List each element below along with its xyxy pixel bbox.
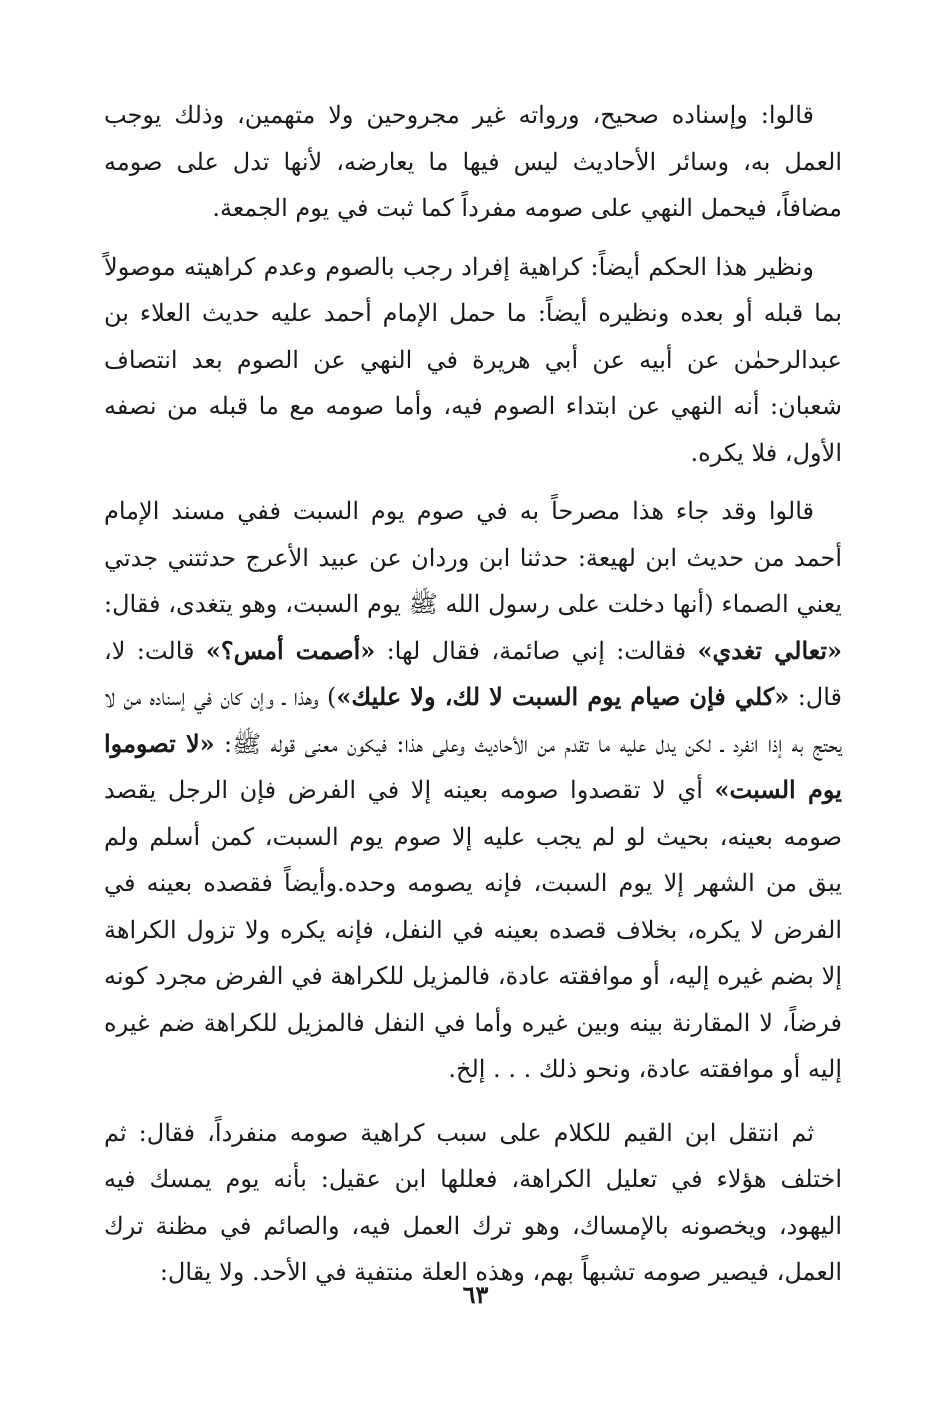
paragraph-1: قالوا: وإسناده صحيح، ورواته غير مجروحين ولا متهمين، وذلك يوجب العمل به، وسائر الأحاديث ليس فيها ما يعارضه، لأنها تدل على صومه مضافاً، فيحمل النهي على صومه مفرداً كما ثبت في يوم الجمعة. bbox=[104, 101, 842, 222]
hadith-quote-2: «أصمت أمس؟» bbox=[205, 635, 376, 665]
hadith-quote-4: «لا تصوموا يوم السبت» bbox=[104, 728, 842, 804]
page-number: ٦٣ bbox=[462, 1280, 489, 1309]
paragraph-4: ثم انتقل ابن القيم للكلام على سبب كراهية صومه منفرداً، فقال: ثم اختلف هؤلاء في تعليل الكراهة، فعللها ابن عقيل: بأنه يوم يمسك فيه اليهود، ويخصونه بالإمساك، وهو ترك العمل فيه، والصائم في مظنة ترك العمل، فيصير صومه تشبهاً بهم، وهذه العلة منتفية في الأحد. ولا يقال: bbox=[104, 1118, 843, 1286]
paragraph-3-text-2: فقالت: إني صائمة، فقال لها: bbox=[375, 636, 698, 665]
paragraph-3-text-5: أي لا تقصدوا صومه بعينه إلا في الفرض فإن الرجل يقصد صومه بعينه، بحيث لو لم يجب عليه إلا صوم يوم السبت، كمن أسلم ولم يبق من الشهر إلا يوم السبت، فإنه يصومه وحده.وأيضاً فقصده بعينه في الفرض لا يكره، بخلاف قصده بعينه في النفل، فإنه يكره ولا تزول الكراهة إلا بضم غيره إليه، أو موافقته عادة، فالمزيل للكراهة في الفرض مجرد كونه فرضاً، لا المقارنة بينه وبين غيره وأما في النفل فالمزيل للكراهة ضم غيره إليه أو موافقته عادة، ونحو ذلك . . . إلخ. bbox=[104, 776, 842, 1083]
hadith-quote-1: «تعالي تغدي» bbox=[697, 635, 843, 665]
paragraph-2: ونظير هذا الحكم أيضاً: كراهية إفراد رجب بالصوم وعدم كراهيته موصولاً بما قبله أو بعده ونظيره أيضاً: ما حمل الإمام أحمد عليه حديث العلاء بن عبدالرحمٰن عن أبيه عن أبي هريرة في النهي عن الصوم بعد انتصاف شعبان: أنه النهي عن ابتداء الصوم فيه، وأما صومه مع ما قبله من نصفه الأول، فلا يكره. bbox=[104, 252, 842, 467]
paragraph-3-text-3: قالت: لا، قال: bbox=[104, 636, 843, 711]
page-body bbox=[104, 92, 842, 1296]
hadith-quote-3: «كلي فإن صيام يوم السبت لا لك، ولا عليك» bbox=[336, 682, 790, 711]
paragraph-3-text-4: ) وهذا ـ وإن كان في إسناده من لا يحتج به إذا انفرد ـ لكن يدل عليه ما تقدم من الأحاديث وعلى هذا: فيكون معنى قوله ﷺ: bbox=[104, 683, 842, 758]
paragraph-3 bbox=[104, 488, 842, 1093]
paragraph-3-text-1: قالوا وقد جاء هذا مصرحاً به في صوم يوم السبت ففي مسند الإمام أحمد من حديث ابن لهيعة: حدثنا ابن وردان عن عبيد الأعرج حدثتني جدتي يعني الصماء (أنها دخلت على رسول الله ﷺ يوم السبت، وهو يتغدى، فقال: bbox=[104, 497, 842, 618]
